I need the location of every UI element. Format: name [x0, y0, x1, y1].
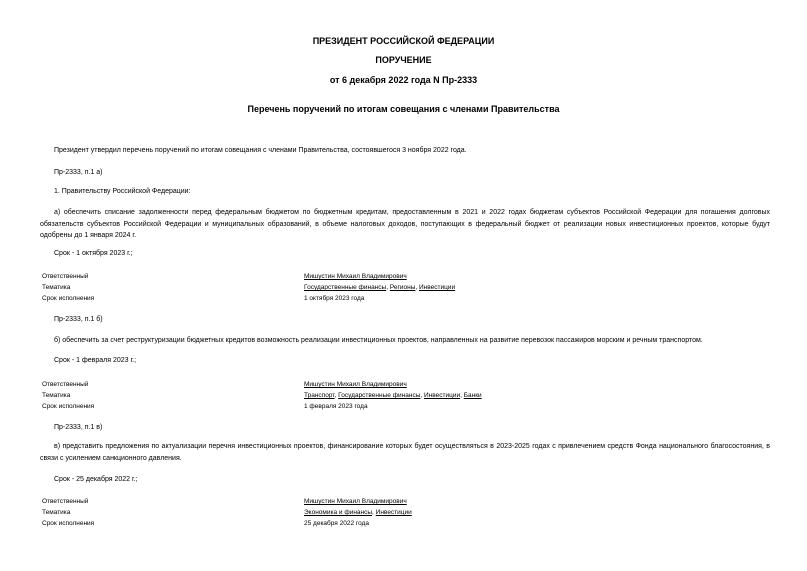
- meta-row-topic: [42, 391, 782, 400]
- meta-label: Тематика: [42, 509, 71, 516]
- instruction-term: Срок - 1 октября 2023 г.;: [54, 250, 133, 257]
- instruction-text: б) обеспечить за счет реструктуризации бюджетных кредитов возможность реализации инвестиционных проектов, направленных на развитие перевозок пассажиров морским и речным транспортом.: [54, 337, 703, 344]
- document-date: от 6 декабря 2022 года N Пр-2333: [329, 75, 478, 85]
- topic-link[interactable]: Транспорт: [304, 392, 335, 399]
- intro-paragraph: Президент утвердил перечень поручений по итогам совещания с членами Правительства, состоявшегося 3 ноября 2022 года.: [54, 147, 467, 154]
- meta-label: Тематика: [42, 392, 71, 399]
- meta-row-responsible: [42, 497, 782, 506]
- document-issuer: ПРЕЗИДЕНТ РОССИЙСКОЙ ФЕДЕРАЦИИ: [312, 36, 495, 46]
- topic-list: Государственные финансы, Регионы, Инвестиции: [304, 284, 456, 291]
- section-ref: Пр-2333, п.1 в): [54, 424, 103, 431]
- meta-row-responsible: [42, 380, 782, 389]
- deadline-value: 1 октября 2023 года: [304, 295, 365, 302]
- deadline-value: 1 февраля 2023 года: [304, 403, 368, 410]
- document-type: ПОРУЧЕНИЕ: [375, 55, 432, 65]
- meta-row-deadline: [42, 519, 782, 528]
- meta-row-responsible: [42, 272, 782, 281]
- instruction-text: а) обеспечить списание задолженности перед федеральным бюджетом по бюджетным кредитам, предоставленным в 2021 и 2022 годах бюджетам субъектов Российской Федерации для погашения долговых обязательств субъектов Российской Федерации и муниципальных образований, в объеме налоговых доходов, поступающих в федеральный бюджет от реализации новых инвестиционных проектов, которые будут одобрены до 1 января 2024 г.: [40, 209, 770, 239]
- responsible-link[interactable]: Мишустин Михаил Владимирович: [304, 498, 407, 505]
- meta-label: Ответственный: [42, 381, 89, 388]
- meta-label: Ответственный: [42, 498, 89, 505]
- meta-label: Срок исполнения: [42, 520, 95, 527]
- instruction-term: Срок - 25 декабря 2022 г.;: [54, 476, 138, 483]
- deadline-value: 25 декабря 2022 года: [304, 520, 370, 527]
- section-ref: Пр-2333, п.1 б): [54, 316, 103, 323]
- responsible-link[interactable]: Мишустин Михаил Владимирович: [304, 381, 407, 388]
- topic-list: Транспорт, Государственные финансы, Инвестиции, Банки: [304, 392, 482, 399]
- topic-link[interactable]: Инвестиции: [375, 509, 412, 516]
- section-heading: 1. Правительству Российской Федерации:: [54, 188, 191, 195]
- topic-list: Экономика и финансы, Инвестиции: [304, 509, 412, 516]
- topic-link[interactable]: Экономика и финансы: [304, 509, 373, 516]
- meta-row-topic: [42, 508, 782, 517]
- topic-link[interactable]: Государственные финансы: [304, 284, 387, 291]
- meta-label: Срок исполнения: [42, 295, 95, 302]
- meta-row-topic: [42, 283, 782, 292]
- responsible-link[interactable]: Мишустин Михаил Владимирович: [304, 273, 407, 280]
- meta-row-deadline: [42, 294, 782, 303]
- document-title: Перечень поручений по итогам совещания с членами Правительства: [247, 104, 560, 114]
- meta-label: Ответственный: [42, 273, 89, 280]
- topic-link[interactable]: Банки: [463, 392, 482, 399]
- section-ref: Пр-2333, п.1 а): [54, 169, 103, 176]
- instruction-term: Срок - 1 февраля 2023 г.;: [54, 357, 137, 364]
- meta-row-deadline: [42, 402, 782, 411]
- topic-link[interactable]: Инвестиции: [419, 284, 456, 291]
- topic-link[interactable]: Регионы: [389, 284, 416, 291]
- meta-label: Срок исполнения: [42, 403, 95, 410]
- meta-label: Тематика: [42, 284, 71, 291]
- topic-link[interactable]: Государственные финансы: [338, 392, 421, 399]
- topic-link[interactable]: Инвестиции: [424, 392, 461, 399]
- instruction-text: в) представить предложения по актуализации перечня инвестиционных проектов, финансирование которых будет осуществляться в 2023-2025 годах с привлечением средств Фонда национального благосостояния, в связи с усилением санкционного давления.: [40, 443, 770, 462]
